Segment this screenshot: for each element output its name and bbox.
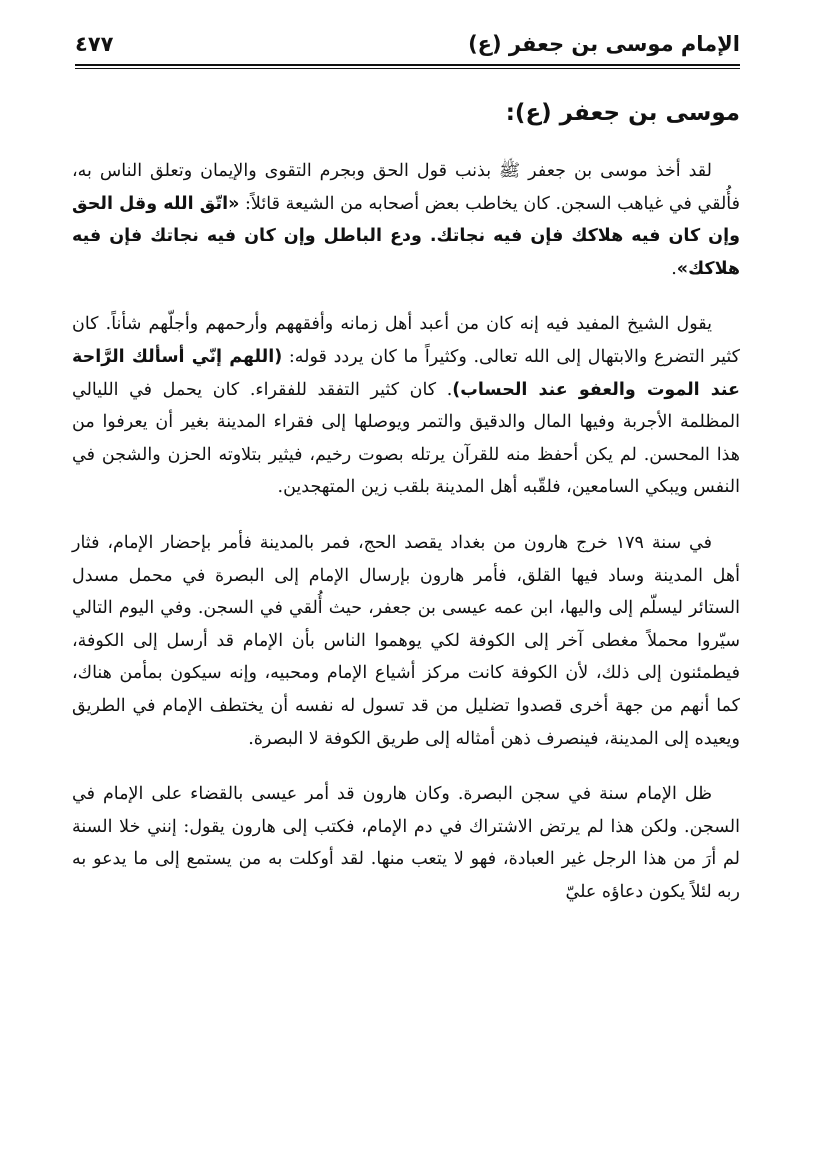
running-header [75, 30, 740, 62]
page-number: ٤٧٧ [75, 32, 114, 56]
running-header-title: الإمام موسى بن جعفر (ع) [468, 32, 740, 56]
paragraph-text: لقد أخذ موسى بن جعفر ﷺ بذنب قول الحق وبجرم التقوى والإيمان وتعلق الناس به، فأُلقي في غياهب السجن. كان يخاطب بعض أصحابه من الشيعة قائلاً: [72, 161, 740, 214]
paragraph-text: . [671, 258, 677, 279]
paragraph-4 [72, 778, 740, 908]
paragraph-text: في سنة ١٧٩ خرج هارون من بغداد يقصد الحج، فمر بالمدينة فأمر بإحضار الإمام، فثار أهل المدينة وساد فيها القلق، فأمر هارون بإرسال الإمام إلى البصرة في محمل مسدل الستائر ليسلّم إلى واليها، ابن عمه عيسى بن جعفر، حيث أُلقي في السجن. وفي اليوم التالي سيّروا محملاً مغطى آخر إلى الكوفة لكي يوهموا الناس بأن الإمام قد أرسل إلى الكوفة، فيطمئنون إلى ذلك، لأن الكوفة كانت مركز أشياع الإمام ومحبيه، وإنه سيكون بمأمن هناك، كما أنهم من جهة أخرى قصدوا تضليل من قد تسول له نفسه أن يختطف الإمام في الطريق ويعيده إلى المدينة، فينصرف ذهن أمثاله إلى طريق الكوفة لا البصرة. [72, 532, 740, 749]
paragraph-3 [72, 527, 740, 755]
quote-bold: (اللهم إنّي أسألك الرَّاحة عند الموت والعفو عند الحساب) [72, 346, 740, 400]
header-rule-thin [75, 68, 740, 69]
paragraph-2 [72, 308, 740, 504]
body-text [72, 155, 740, 908]
section-title: موسى بن جعفر (ع): [505, 100, 740, 126]
paragraph-text: . كان كثير التفقد للفقراء. كان يحمل في الليالي المظلمة الأجربة وفيها المال والدقيق والتمر ويوصلها إلى فقراء المدينة بغير أن يعرفوا من هذا المحسن. لم يكن أحفظ منه للقرآن يرتله بصوت رخيم، فيثير بتلاوته الحزن والشجن في النفس ويبكي السامعين، فلقّبه أهل المدينة بلقب زين المتهجدين. [72, 379, 740, 498]
paragraph-text: ظل الإمام سنة في سجن البصرة. وكان هارون قد أمر عيسى بالقضاء على الإمام في السجن. ولكن هذا لم يرتض الاشتراك في دم الإمام، فكتب إلى هارون يقول: إنني خلا السنة لم أرَ من هذا الرجل غير العبادة، فهو لا يتعب منها. لقد أوكلت به من يستمع إلى ما يدعو به ربه لئلاً يكون دعاؤه عليّ [72, 784, 740, 902]
paragraph-text: يقول الشيخ المفيد فيه إنه كان من أعبد أهل زمانه وأفقههم وأرحمهم وأجلّهم شأناً. كان كثير التضرع والابتهال إلى الله تعالى. وكثيراً ما كان يردد قوله: [72, 314, 740, 367]
paragraph-1 [72, 155, 740, 285]
header-rule-thick [75, 64, 740, 66]
quote-bold: «اتّق الله وقل الحق وإن كان فيه هلاكك فإن فيه نجاتك. ودع الباطل وإن كان فيه نجاتك فإن فيه هلاكك» [72, 193, 740, 279]
